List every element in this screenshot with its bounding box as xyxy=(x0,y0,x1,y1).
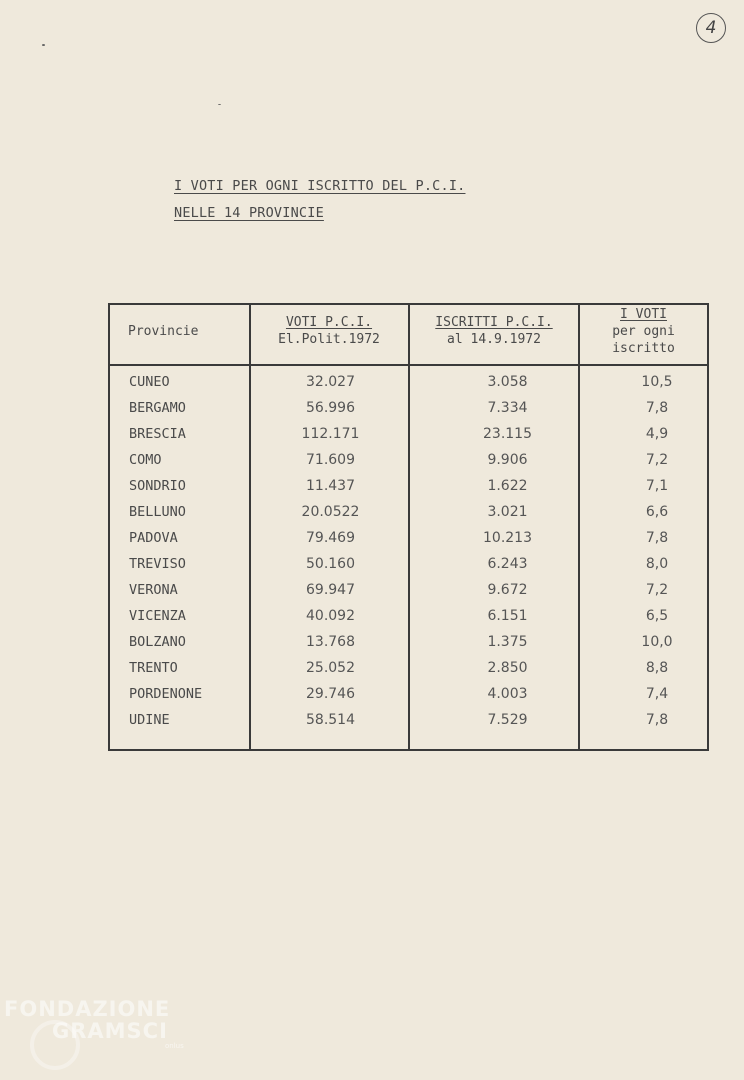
cell-voti: 29.746 xyxy=(306,686,355,702)
cell-provincia: SONDRIO xyxy=(129,478,186,494)
cell-provincia: VICENZA xyxy=(129,608,186,624)
cell-voti: 11.437 xyxy=(306,478,355,494)
cell-iscritti: 6.243 xyxy=(487,556,528,572)
cell-provincia: PADOVA xyxy=(129,530,178,546)
header-voti-line2: El.Polit.1972 xyxy=(278,332,380,347)
data-table xyxy=(108,303,709,751)
table-row xyxy=(108,684,709,704)
cell-provincia: BELLUNO xyxy=(129,504,186,520)
header-ratio-line3: iscritto xyxy=(612,341,675,356)
cell-ratio: 7,8 xyxy=(645,712,669,728)
cell-provincia: UDINE xyxy=(129,712,170,728)
header-provincie: Provincie xyxy=(128,324,199,339)
cell-voti: 13.768 xyxy=(306,634,355,650)
table-row xyxy=(108,398,709,418)
cell-iscritti: 9.906 xyxy=(487,452,528,468)
header-ratio-line1: I VOTI xyxy=(620,307,667,322)
watermark-logo xyxy=(4,998,170,1042)
table-row xyxy=(108,632,709,652)
cell-ratio: 7,2 xyxy=(645,452,669,468)
cell-voti: 56.996 xyxy=(306,400,355,416)
cell-voti: 79.469 xyxy=(306,530,355,546)
cell-provincia: BRESCIA xyxy=(129,426,186,442)
table-row xyxy=(108,476,709,496)
speck xyxy=(218,104,221,105)
table-row xyxy=(108,658,709,678)
cell-ratio: 8,8 xyxy=(645,660,669,676)
table-row xyxy=(108,554,709,574)
cell-ratio: 7,2 xyxy=(645,582,669,598)
header-ratio xyxy=(580,306,707,357)
page-number: 4 xyxy=(696,13,726,43)
cell-voti: 40.092 xyxy=(306,608,355,624)
header-iscritti xyxy=(410,314,578,348)
cell-iscritti: 6.151 xyxy=(487,608,528,624)
table-row xyxy=(108,502,709,522)
cell-iscritti: 7.334 xyxy=(487,400,528,416)
header-iscritti-line2: al 14.9.1972 xyxy=(447,332,541,347)
cell-voti: 112.171 xyxy=(301,426,360,442)
header-ratio-line2: per ogni xyxy=(612,324,675,339)
cell-iscritti: 3.058 xyxy=(487,374,528,390)
table-row xyxy=(108,450,709,470)
table-row xyxy=(108,710,709,730)
speck xyxy=(42,44,45,46)
cell-voti: 20.0522 xyxy=(301,504,360,520)
header-iscritti-line1: ISCRITTI P.C.I. xyxy=(435,315,553,330)
table-row xyxy=(108,424,709,444)
cell-voti: 50.160 xyxy=(306,556,355,572)
cell-ratio: 10,0 xyxy=(641,634,673,650)
cell-iscritti: 7.529 xyxy=(487,712,528,728)
cell-voti: 58.514 xyxy=(306,712,355,728)
cell-ratio: 7,8 xyxy=(645,400,669,416)
cell-ratio: 10,5 xyxy=(641,374,673,390)
cell-provincia: CUNEO xyxy=(129,374,170,390)
cell-provincia: VERONA xyxy=(129,582,178,598)
cell-ratio: 7,1 xyxy=(645,478,669,494)
watermark-line2: GRAMSCI xyxy=(52,1019,168,1043)
cell-provincia: PORDENONE xyxy=(129,686,203,702)
cell-iscritti: 4.003 xyxy=(487,686,528,702)
table-row xyxy=(108,580,709,600)
cell-iscritti: 9.672 xyxy=(487,582,528,598)
cell-iscritti: 3.021 xyxy=(487,504,528,520)
table-row xyxy=(108,606,709,626)
cell-ratio: 4,9 xyxy=(645,426,669,442)
table-row xyxy=(108,372,709,392)
document-subtitle: NELLE 14 PROVINCIE xyxy=(174,205,324,221)
cell-ratio: 7,8 xyxy=(645,530,669,546)
cell-ratio: 6,6 xyxy=(645,504,669,520)
cell-ratio: 6,5 xyxy=(645,608,669,624)
cell-ratio: 8,0 xyxy=(645,556,669,572)
cell-iscritti: 10.213 xyxy=(483,530,532,546)
cell-ratio: 7,4 xyxy=(645,686,669,702)
cell-iscritti: 23.115 xyxy=(483,426,532,442)
cell-iscritti: 1.622 xyxy=(487,478,528,494)
cell-voti: 32.027 xyxy=(306,374,355,390)
cell-voti: 71.609 xyxy=(306,452,355,468)
cell-voti: 69.947 xyxy=(306,582,355,598)
watermark-line1: FONDAZIONE xyxy=(4,997,171,1021)
cell-provincia: BOLZANO xyxy=(129,634,186,650)
header-voti xyxy=(250,314,408,348)
cell-provincia: COMO xyxy=(129,452,162,468)
document-title: I VOTI PER OGNI ISCRITTO DEL P.C.I. xyxy=(174,178,466,194)
header-voti-line1: VOTI P.C.I. xyxy=(285,315,373,330)
watermark-small: onlus xyxy=(165,1042,184,1050)
cell-provincia: TREVISO xyxy=(129,556,186,572)
cell-provincia: BERGAMO xyxy=(129,400,186,416)
cell-voti: 25.052 xyxy=(306,660,355,676)
cell-iscritti: 2.850 xyxy=(487,660,528,676)
cell-provincia: TRENTO xyxy=(129,660,178,676)
table-row xyxy=(108,528,709,548)
cell-iscritti: 1.375 xyxy=(487,634,528,650)
